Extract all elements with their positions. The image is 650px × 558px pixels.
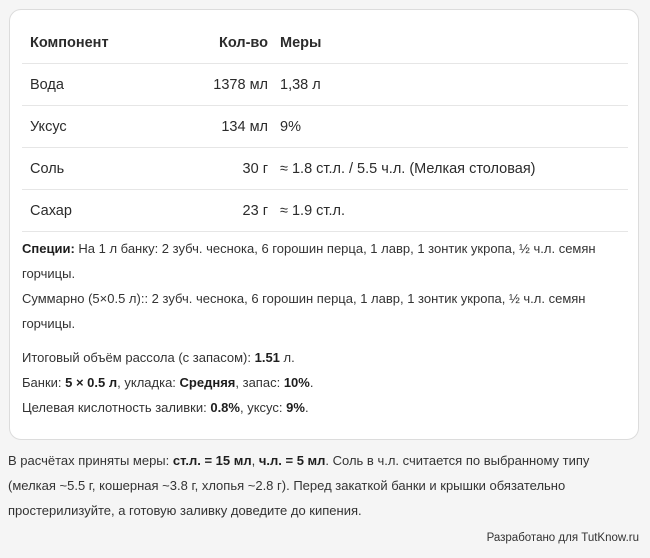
row-quantity: 23 г xyxy=(168,190,274,232)
header-component: Компонент xyxy=(22,22,168,64)
brine-volume xyxy=(22,345,622,370)
jars-info: Банки: 5 × 0.5 л, укладка: Средняя, запас: 10%. xyxy=(22,375,314,390)
jars-value: 5 × 0.5 л xyxy=(65,375,118,390)
ingredients-table xyxy=(22,22,628,232)
row-quantity: 30 г xyxy=(168,148,274,190)
brine-volume-unit: л. xyxy=(283,350,295,365)
row-measure: ≈ 1.8 ст.л. / 5.5 ч.л. (Мелкая столовая) xyxy=(274,148,628,190)
table-row xyxy=(22,64,628,106)
table-header-row xyxy=(22,22,628,64)
row-name: Соль xyxy=(22,148,168,190)
credit-text: Разработано для TutKnow.ru xyxy=(486,532,639,544)
header-quantity: Кол-во xyxy=(168,22,274,64)
row-name: Вода xyxy=(22,64,168,106)
note-body: . Соль в ч.л. считается по выбранному типу (мелкая ~5.5 г, кошерная ~3.8 г, хлопья ~2.8 г). Перед закаткой банки и крышки обязательно простерилизуйте, а готовую заливку доведите до кипения. xyxy=(8,453,590,518)
table-row xyxy=(22,148,628,190)
vinegar-value: 9% xyxy=(286,400,305,415)
spices-label: Специи: xyxy=(22,241,75,256)
table-row xyxy=(22,106,628,148)
reserve-value: 10% xyxy=(283,375,310,390)
layout-value: Средняя xyxy=(179,375,236,390)
note-intro: В расчётах приняты меры: xyxy=(8,453,170,468)
row-measure: 1,38 л xyxy=(274,64,628,106)
row-name: Уксус xyxy=(22,106,168,148)
spices-per-jar xyxy=(22,236,622,286)
measures-note xyxy=(8,448,598,523)
row-measure: 9% xyxy=(274,106,628,148)
row-quantity: 134 мл xyxy=(168,106,274,148)
note-separator: , xyxy=(251,453,256,468)
vinegar-label: , уксус: xyxy=(239,400,283,415)
tbsp-definition: ст.л. = 15 мл xyxy=(172,453,252,468)
spices-per-jar-text: На 1 л банку: 2 зубч. чеснока, 6 горошин перца, 1 лавр, 1 зонтик укропа, ½ ч.л. семян горчицы. xyxy=(22,241,596,281)
header-measures: Меры xyxy=(274,22,628,64)
result-card xyxy=(9,9,639,440)
brine-volume-value: 1.51 xyxy=(254,350,280,365)
row-name: Сахар xyxy=(22,190,168,232)
spices-total: Суммарно (5×0.5 л):: 2 зубч. чеснока, 6 горошин перца, 1 лавр, 1 зонтик укропа, ½ ч.л. семян горчицы. xyxy=(22,291,586,331)
tsp-definition: ч.л. = 5 мл xyxy=(258,453,326,468)
brine-volume-label: Итоговый объём рассола (с запасом): xyxy=(22,350,251,365)
layout-label: , укладка: xyxy=(117,375,176,390)
notes-section xyxy=(22,236,622,420)
table-row xyxy=(22,190,628,232)
acidity-value: 0.8% xyxy=(210,400,240,415)
acidity-info: Целевая кислотность заливки: 0.8%, уксус: 9%. xyxy=(22,400,309,415)
acidity-label: Целевая кислотность заливки: xyxy=(22,400,207,415)
row-quantity: 1378 мл xyxy=(168,64,274,106)
reserve-label: , запас: xyxy=(235,375,281,390)
row-measure: ≈ 1.9 ст.л. xyxy=(274,190,628,232)
jars-label: Банки: xyxy=(22,375,62,390)
